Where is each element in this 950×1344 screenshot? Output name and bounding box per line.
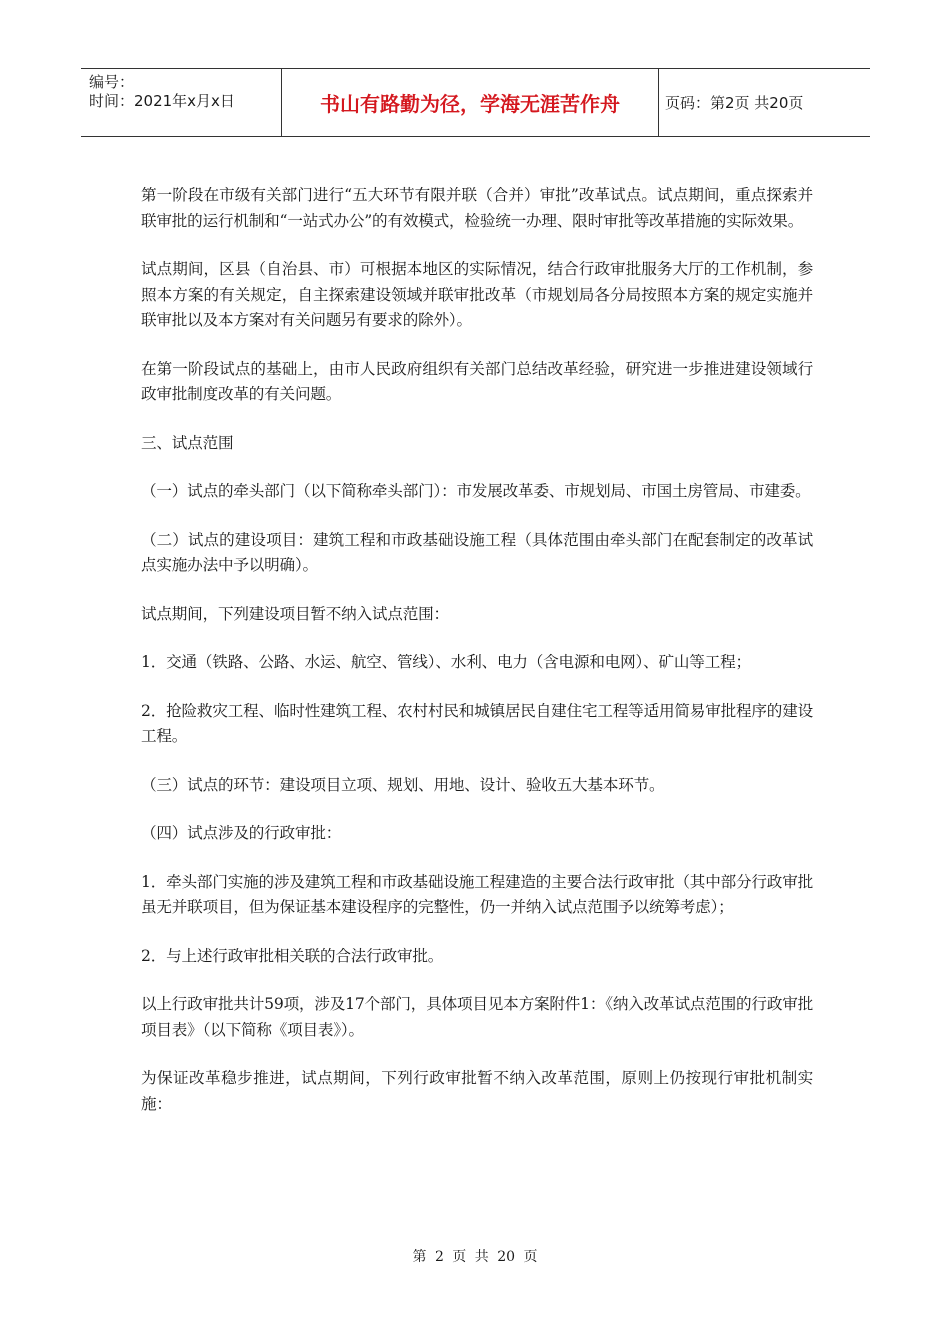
- document-body: [141, 183, 813, 1140]
- header-meta: [81, 69, 282, 136]
- header-motto: 书山有路勤为径，学海无涯苦作舟: [282, 69, 659, 136]
- paragraph: （四）试点涉及的行政审批：: [141, 824, 342, 842]
- document-number-label: 编号：: [89, 73, 135, 91]
- paragraph: （三）试点的环节：建设项目立项、规划、用地、设计、验收五大基本环节。: [141, 775, 665, 794]
- section-heading: 三、试点范围: [141, 433, 234, 452]
- paragraph: 为保证改革稳步推进，试点期间，下列行政审批暂不纳入改革范围，原则上仍按现行审批机制实施：: [141, 1069, 813, 1113]
- list-item: 1．交通（铁路、公路、水运、航空、管线）、水利、电力（含电源和电网）、矿山等工程；: [141, 653, 751, 671]
- paragraph: （二）试点的建设项目：建筑工程和市政基础设施工程（具体范围由牵头部门在配套制定的改革试点实施办法中予以明确）。: [141, 530, 813, 574]
- document-date: 时间：2021年x月x日: [89, 92, 235, 110]
- paragraph: 第一阶段在市级有关部门进行“五大环节有限并联（合并）审批”改革试点。试点期间，重点探索并联审批的运行机制和“一站式办公”的有效模式，检验统一办理、限时审批等改革措施的实际效果。: [141, 186, 813, 230]
- page-footer: 第 2 页 共 20 页: [412, 1249, 538, 1265]
- list-item: 1．牵头部门实施的涉及建筑工程和市政基础设施工程建造的主要合法行政审批（其中部分行政审批虽无并联项目，但为保证基本建设程序的完整性，仍一并纳入试点范围予以统筹考虑）；: [141, 872, 813, 916]
- header-page-info: 页码：第2页 共20页: [665, 94, 804, 112]
- list-item: 2．与上述行政审批相关联的合法行政审批。: [141, 946, 444, 965]
- page-header: [81, 68, 870, 137]
- paragraph: 试点期间，区县（自治县、市）可根据本地区的实际情况，结合行政审批服务大厅的工作机制，参照本方案的有关规定，自主探索建设领域并联审批改革（市规划局各分局按照本方案的规定实施并联审批以及本方案对有关问题另有要求的除外）。: [141, 260, 813, 329]
- paragraph: 试点期间，下列建设项目暂不纳入试点范围：: [141, 604, 449, 623]
- paragraph: 以上行政审批共计59项，涉及17个部门，具体项目见本方案附件1：《纳入改革试点范围的行政审批项目表》（以下简称《项目表》）。: [141, 995, 813, 1039]
- list-item: 2．抢险救灾工程、临时性建筑工程、农村村民和城镇居民自建住宅工程等适用简易审批程序的建设工程。: [141, 701, 813, 745]
- paragraph: （一）试点的牵头部门（以下简称牵头部门）：市发展改革委、市规划局、市国土房管局、市建委。: [141, 482, 811, 500]
- paragraph: 在第一阶段试点的基础上，由市人民政府组织有关部门总结改革经验，研究进一步推进建设领域行政审批制度改革的有关问题。: [141, 359, 813, 403]
